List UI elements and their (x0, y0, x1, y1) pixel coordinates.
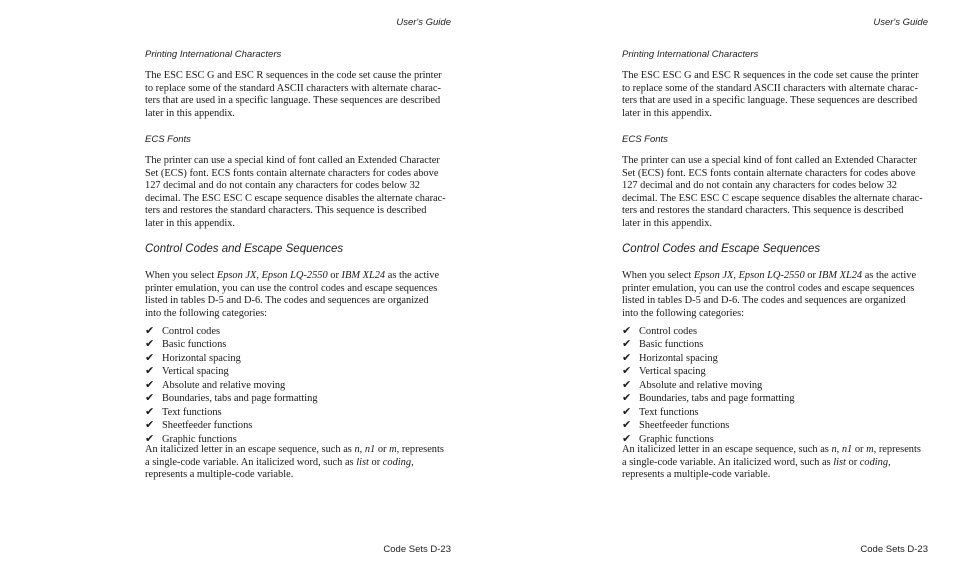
paragraph-ecs-fonts: The printer can use a special kind of font called an Extended Character Set (ECS) font. ECS fonts contain alternate characters for codes above 127 decimal and do not contain any characters for codes below 32 decimal. The ESC ESC C escape sequence disables the alternate charac- ters and restores the standard characters. This sequence is described later in this appendix. (622, 155, 923, 229)
list-item: ✔ Basic functions (145, 337, 227, 351)
list-item: ✔ Horizontal spacing (622, 350, 718, 364)
category-list (622, 325, 795, 446)
heading-control-codes: Control Codes and Escape Sequences (622, 243, 821, 255)
list-item: ✔ Horizontal spacing (145, 350, 241, 364)
checkmark-icon: ✔ (145, 418, 155, 432)
checkmark-icon: ✔ (622, 364, 632, 378)
heading-international-characters: Printing International Characters (145, 49, 282, 60)
checkmark-icon: ✔ (145, 431, 155, 445)
heading-international-characters: Printing International Characters (622, 49, 759, 60)
checkmark-icon: ✔ (622, 337, 632, 351)
checkmark-icon: ✔ (145, 391, 155, 405)
list-item: ✔ Vertical spacing (622, 364, 706, 378)
paragraph-ecs-fonts: The printer can use a special kind of font called an Extended Character Set (ECS) font. ECS fonts contain alternate characters for codes above 127 decimal and do not contain any characters for codes below 32 decimal. The ESC ESC C escape sequence disables the alternate charac- ters and restores the standard characters. This sequence is described later in this appendix. (145, 155, 446, 229)
heading-control-codes: Control Codes and Escape Sequences (145, 243, 344, 255)
page-right (477, 0, 954, 580)
category-list (145, 325, 318, 446)
paragraph-variable-note: An italicized letter in an escape sequence, such as n, n1 or m, represents a single-code variable. An italicized word, such as list or coding, represents a multiple-code variable. (145, 444, 444, 481)
list-item: ✔ Vertical spacing (145, 364, 229, 378)
checkmark-icon: ✔ (145, 337, 155, 351)
checkmark-icon: ✔ (145, 364, 155, 378)
list-item: ✔ Boundaries, tabs and page formatting (145, 391, 318, 405)
checkmark-icon: ✔ (622, 418, 632, 432)
paragraph-emulation-intro: When you select Epson JX, Epson LQ-2550 or IBM XL24 as the active printer emulation, you can use the control codes and escape sequences listed in tables D-5 and D-6. The codes and sequences are organized into the following categories: (145, 270, 440, 319)
heading-ecs-fonts: ECS Fonts (145, 134, 191, 145)
checkmark-icon: ✔ (622, 404, 632, 418)
running-header: User's Guide (396, 17, 451, 28)
page-number-footer: Code Sets D-23 (860, 544, 928, 555)
paragraph-variable-note: An italicized letter in an escape sequence, such as n, n1 or m, represents a single-code variable. An italicized word, such as list or coding, represents a multiple-code variable. (622, 444, 921, 481)
checkmark-icon: ✔ (145, 404, 155, 418)
list-item: ✔ Absolute and relative moving (145, 377, 286, 391)
list-item: ✔ Sheetfeeder functions (622, 418, 730, 432)
checkmark-icon: ✔ (622, 324, 632, 337)
list-item: ✔ Basic functions (622, 337, 704, 351)
checkmark-icon: ✔ (145, 324, 155, 337)
list-item: ✔ Text functions (622, 404, 699, 418)
running-header: User's Guide (873, 17, 928, 28)
list-item: ✔ Boundaries, tabs and page formatting (622, 391, 795, 405)
page-number-footer: Code Sets D-23 (383, 544, 451, 555)
list-item: ✔ Text functions (145, 404, 222, 418)
list-item: ✔ Absolute and relative moving (622, 377, 763, 391)
list-item: ✔ Sheetfeeder functions (145, 418, 253, 432)
list-item: ✔ Control codes (622, 324, 698, 337)
checkmark-icon: ✔ (622, 391, 632, 405)
checkmark-icon: ✔ (145, 350, 155, 364)
paragraph-international-characters: The ESC ESC G and ESC R sequences in the code set cause the printer to replace some of the standard ASCII characters with alternate charac- ters that are used in a specific language. These sequences are described later in this appendix. (622, 70, 919, 119)
checkmark-icon: ✔ (622, 431, 632, 445)
checkmark-icon: ✔ (622, 377, 632, 391)
paragraph-international-characters: The ESC ESC G and ESC R sequences in the code set cause the printer to replace some of the standard ASCII characters with alternate charac- ters that are used in a specific language. These sequences are described later in this appendix. (145, 70, 442, 119)
checkmark-icon: ✔ (622, 350, 632, 364)
list-item: ✔ Graphic functions (622, 431, 714, 445)
list-item: ✔ Control codes (145, 324, 221, 337)
list-item: ✔ Graphic functions (145, 431, 237, 445)
paragraph-emulation-intro: When you select Epson JX, Epson LQ-2550 or IBM XL24 as the active printer emulation, you can use the control codes and escape sequences listed in tables D-5 and D-6. The codes and sequences are organized into the following categories: (622, 270, 917, 319)
heading-ecs-fonts: ECS Fonts (622, 134, 668, 145)
checkmark-icon: ✔ (145, 377, 155, 391)
